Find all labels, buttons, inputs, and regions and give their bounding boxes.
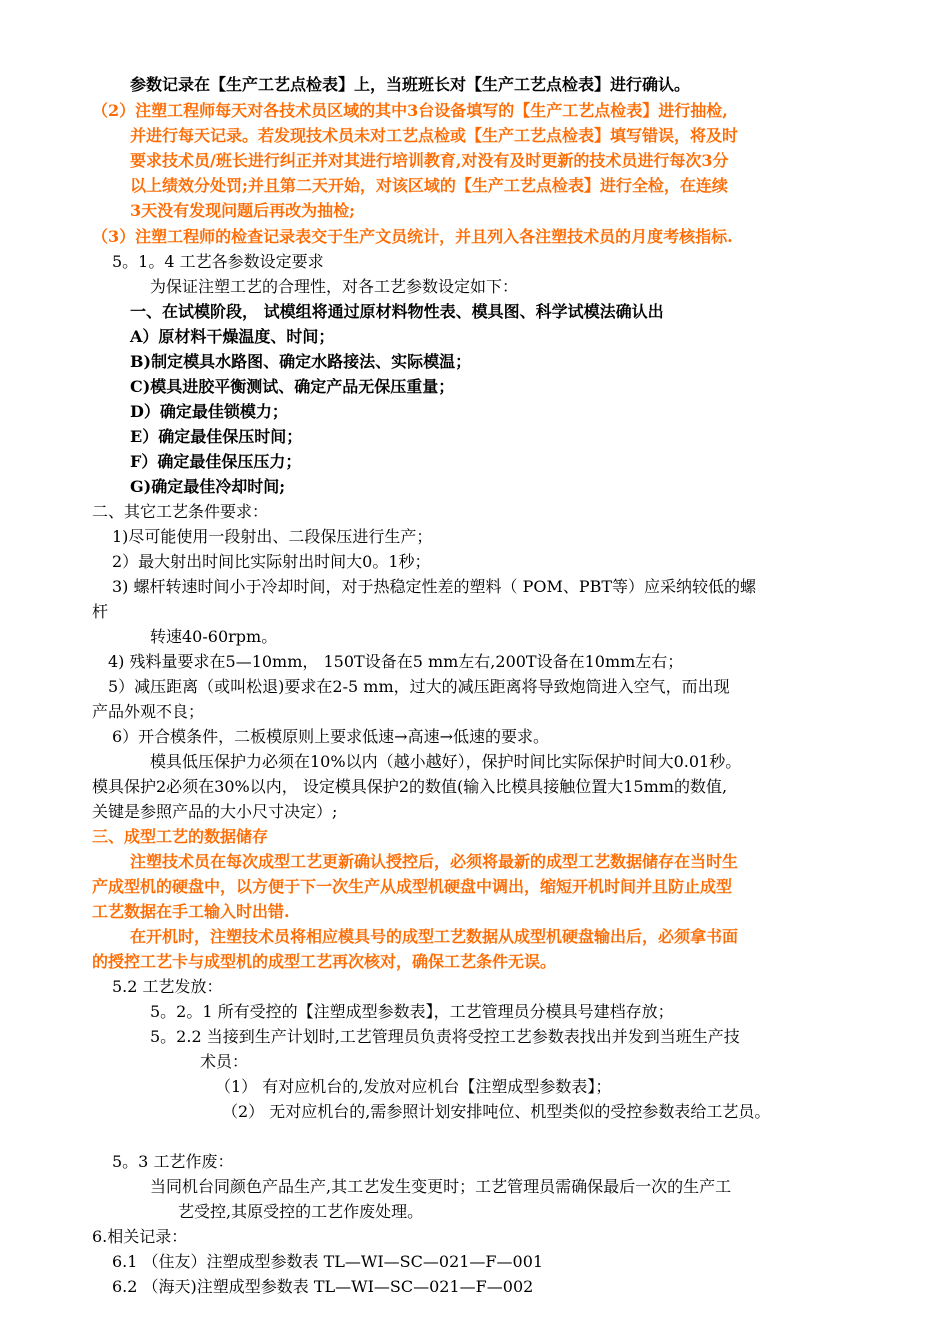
text-line: G)确定最佳冷却时间; <box>130 477 286 496</box>
text-line: C)模具进胶平衡测试、确定产品无保压重量； <box>130 377 455 396</box>
text-line: 2）最大射出时间比实际射出时间大0。1秒； <box>112 552 431 571</box>
text-line: 5）减压距离（或叫松退)要求在2-5 mm，过大的减压距离将导致炮筒进入空气，而出现 <box>108 677 730 696</box>
text-line: 模具保护2必须在30%以内， 设定模具保护2的数值(输入比模具接触位置大15mm的数值, <box>92 777 728 796</box>
text-line: F）确定最佳保压压力； <box>130 452 302 471</box>
text-line: 二、其它工艺条件要求： <box>92 502 269 521</box>
text-line: D）确定最佳锁模力； <box>130 402 288 421</box>
text-line: 产品外观不良； <box>92 702 205 721</box>
text-line: （2） 无对应机台的,需参照计划安排吨位、机型类似的受控参数表给工艺员。 <box>222 1102 771 1121</box>
text-line: B)制定模具水路图、确定水路接法、实际模温； <box>130 352 472 371</box>
section-heading: 5.2 工艺发放： <box>112 977 223 996</box>
text-line: 工艺数据在手工输入时出错. <box>92 902 290 921</box>
text-line: 产成型机的硬盘中，以方便于下一次生产从成型机硬盘中调出，缩短开机时间并且防止成型 <box>92 877 733 896</box>
text-line: 术员： <box>200 1052 249 1071</box>
text-line: 为保证注塑工艺的合理性，对各工艺参数设定如下： <box>150 277 519 296</box>
text-line: （2）注塑工程师每天对各技术员区域的其中3台设备填写的【生产工艺点检表】进行抽检, <box>92 101 728 120</box>
text-line: 注塑技术员在每次成型工艺更新确认授控后，必须将最新的成型工艺数据储存在当时生 <box>130 852 739 871</box>
text-line: 6）开合模条件，二板模原则上要求低速→高速→低速的要求。 <box>112 727 549 746</box>
record-item: 6.2 （海天)注塑成型参数表 TL—WI—SC—021—F—002 <box>112 1277 534 1296</box>
text-line: 模具低压保护力必须在10%以内（越小越好），保护时间比实际保护时间大0.01秒。 <box>150 752 742 771</box>
text-line: 艺受控,其原受控的工艺作废处理。 <box>178 1202 424 1221</box>
text-line: A）原材料干燥温度、时间； <box>130 327 335 346</box>
text-line: 在开机时，注塑技术员将相应模具号的成型工艺数据从成型机硬盘输出后，必须拿书面 <box>130 927 739 946</box>
text-line: 转速40-60rpm。 <box>150 627 278 646</box>
text-line: 1)尽可能使用一段射出、二段保压进行生产； <box>112 527 433 546</box>
section-heading: 6.相关记录： <box>92 1227 188 1246</box>
text-line: 并进行每天记录。若发现技术员未对工艺点检或【生产工艺点检表】填写错误，将及时 <box>130 126 739 145</box>
record-item: 6.1 （住友）注塑成型参数表 TL—WI—SC—021—F—001 <box>112 1252 544 1271</box>
section-heading: 5。3 工艺作废： <box>112 1152 234 1171</box>
text-line: （3）注塑工程师的检查记录表交于生产文员统计，并且列入各注塑技术员的月度考核指标. <box>92 227 733 246</box>
text-line: 当同机台同颜色产品生产,其工艺发生变更时；工艺管理员需确保最后一次的生产工 <box>150 1177 732 1196</box>
text-line: 一、在试模阶段， 试模组将通过原材料物性表、模具图、科学试模法确认出 <box>130 302 664 321</box>
text-line: 3) 螺杆转速时间小于冷却时间，对于热稳定性差的塑料（ POM、PBT等）应采纳较低的螺 <box>112 577 757 596</box>
text-line: 3天没有发现问题后再改为抽检; <box>130 201 356 220</box>
text-line: 以上绩效分处罚;并且第二天开始，对该区域的【生产工艺点检表】进行全检，在连续 <box>130 176 728 195</box>
text-line: 参数记录在【生产工艺点检表】上，当班班长对【生产工艺点检表】进行确认。 <box>130 75 691 94</box>
text-line: 要求技术员/班长进行纠正并对其进行培训教育,对没有及时更新的技术员进行每次3分 <box>130 151 729 170</box>
text-line: 关键是参照产品的大小尺寸决定）; <box>92 802 338 821</box>
text-line: 的授控工艺卡与成型机的成型工艺再次核对，确保工艺条件无误。 <box>92 952 557 971</box>
text-line: 5。2.2 当接到生产计划时,工艺管理员负责将受控工艺参数表找出并发到当班生产技 <box>150 1027 740 1046</box>
text-line: E）确定最佳保压时间； <box>130 427 303 446</box>
text-line: （1） 有对应机台的,发放对应机台【注塑成型参数表】； <box>215 1077 612 1096</box>
text-line: 杆 <box>92 602 109 621</box>
text-line: 4) 残料量要求在5—10mm， 150T设备在5 mm左右,200T设备在10mm左右； <box>108 652 684 671</box>
section-heading: 5。1。4 工艺各参数设定要求 <box>112 252 324 271</box>
section-heading: 三、成型工艺的数据储存 <box>92 827 269 846</box>
text-line: 5。2。1 所有受控的【注塑成型参数表】，工艺管理员分模具号建档存放； <box>150 1002 674 1021</box>
